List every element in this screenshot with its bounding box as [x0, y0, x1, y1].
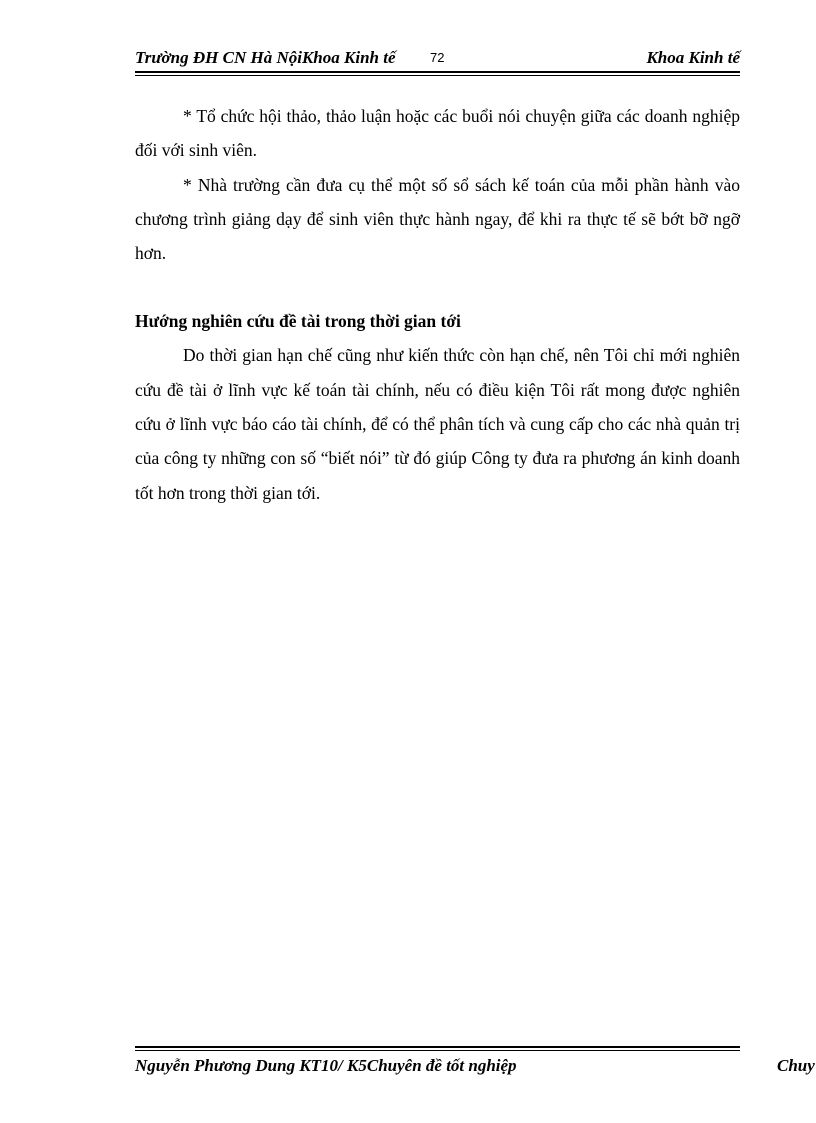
section-heading: Hướng nghiên cứu đề tài trong thời gian tới	[135, 311, 461, 332]
header-school-name: Trường ĐH CN Hà NộiKhoa Kinh tế	[135, 48, 396, 67]
header-divider-thin	[135, 75, 740, 76]
document-body	[135, 99, 740, 510]
header-faculty-name: Khoa Kinh tế	[646, 48, 740, 67]
footer-divider-thin	[135, 1050, 740, 1051]
page-header	[135, 46, 740, 74]
paragraph-curriculum: * Nhà trường cần đưa cụ thể một số sổ sách kế toán của mỗi phần hành vào chương trình giảng dạy để sinh viên thực hành ngay, để khi ra thực tế sẽ bớt bỡ ngỡ hơn.	[135, 174, 740, 264]
page-footer	[135, 1046, 816, 1086]
footer-divider-thick	[135, 1046, 740, 1048]
paragraph-workshop: * Tổ chức hội thảo, thảo luận hoặc các buổi nói chuyện giữa các doanh nghiệp đối với sinh viên.	[135, 106, 740, 161]
header-divider-thick	[135, 71, 740, 73]
header-page-number: 72	[430, 50, 445, 65]
footer-author-info: Nguyễn Phương Dung KT10/ K5Chuyên đề tốt nghiệp	[135, 1056, 517, 1075]
footer-truncated-title: Chuy	[777, 1056, 815, 1075]
paragraph-research-direction: Do thời gian hạn chế cũng như kiến thức còn hạn chế, nên Tôi chỉ mới nghiên cứu đề tài ở lĩnh vực kế toán tài chính, nếu có điều kiện Tôi rất mong được nghiên cứu ở lĩnh vực báo cáo tài chính, để có thể phân tích và cung cấp cho các nhà quản trị của công ty những con số “biết nói” từ đó giúp Công ty đưa ra phương án kinh doanh tốt hơn trong thời gian tới.	[135, 345, 740, 503]
